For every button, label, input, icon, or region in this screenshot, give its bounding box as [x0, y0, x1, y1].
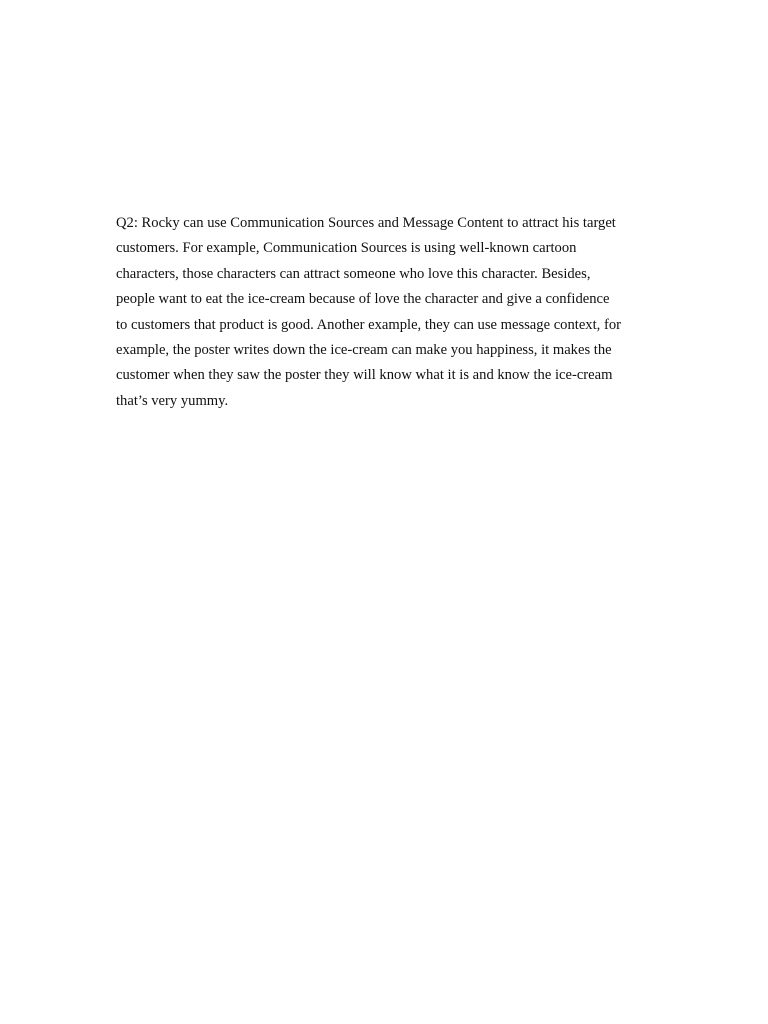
paragraph-line: Q2: Rocky can use Communication Sources and Message Content to attract his target [116, 215, 616, 231]
paragraph-line: example, the poster writes down the ice-cream can make you happiness, it makes the [116, 341, 612, 358]
paragraph-line: to customers that product is good. Another example, they can use message context, for [116, 316, 621, 333]
answer-paragraph [116, 211, 676, 414]
paragraph-line: that’s very yummy. [116, 392, 229, 409]
paragraph-line: people want to eat the ice-cream because of love the character and give a confidence [116, 291, 610, 308]
paragraph-line: customers. For example, Communication Sources is using well-known cartoon [116, 240, 577, 257]
paragraph-line: characters, those characters can attract someone who love this character. Besides, [116, 265, 591, 282]
paragraph-line: customer when they saw the poster they will know what it is and know the ice-cream [116, 367, 613, 384]
